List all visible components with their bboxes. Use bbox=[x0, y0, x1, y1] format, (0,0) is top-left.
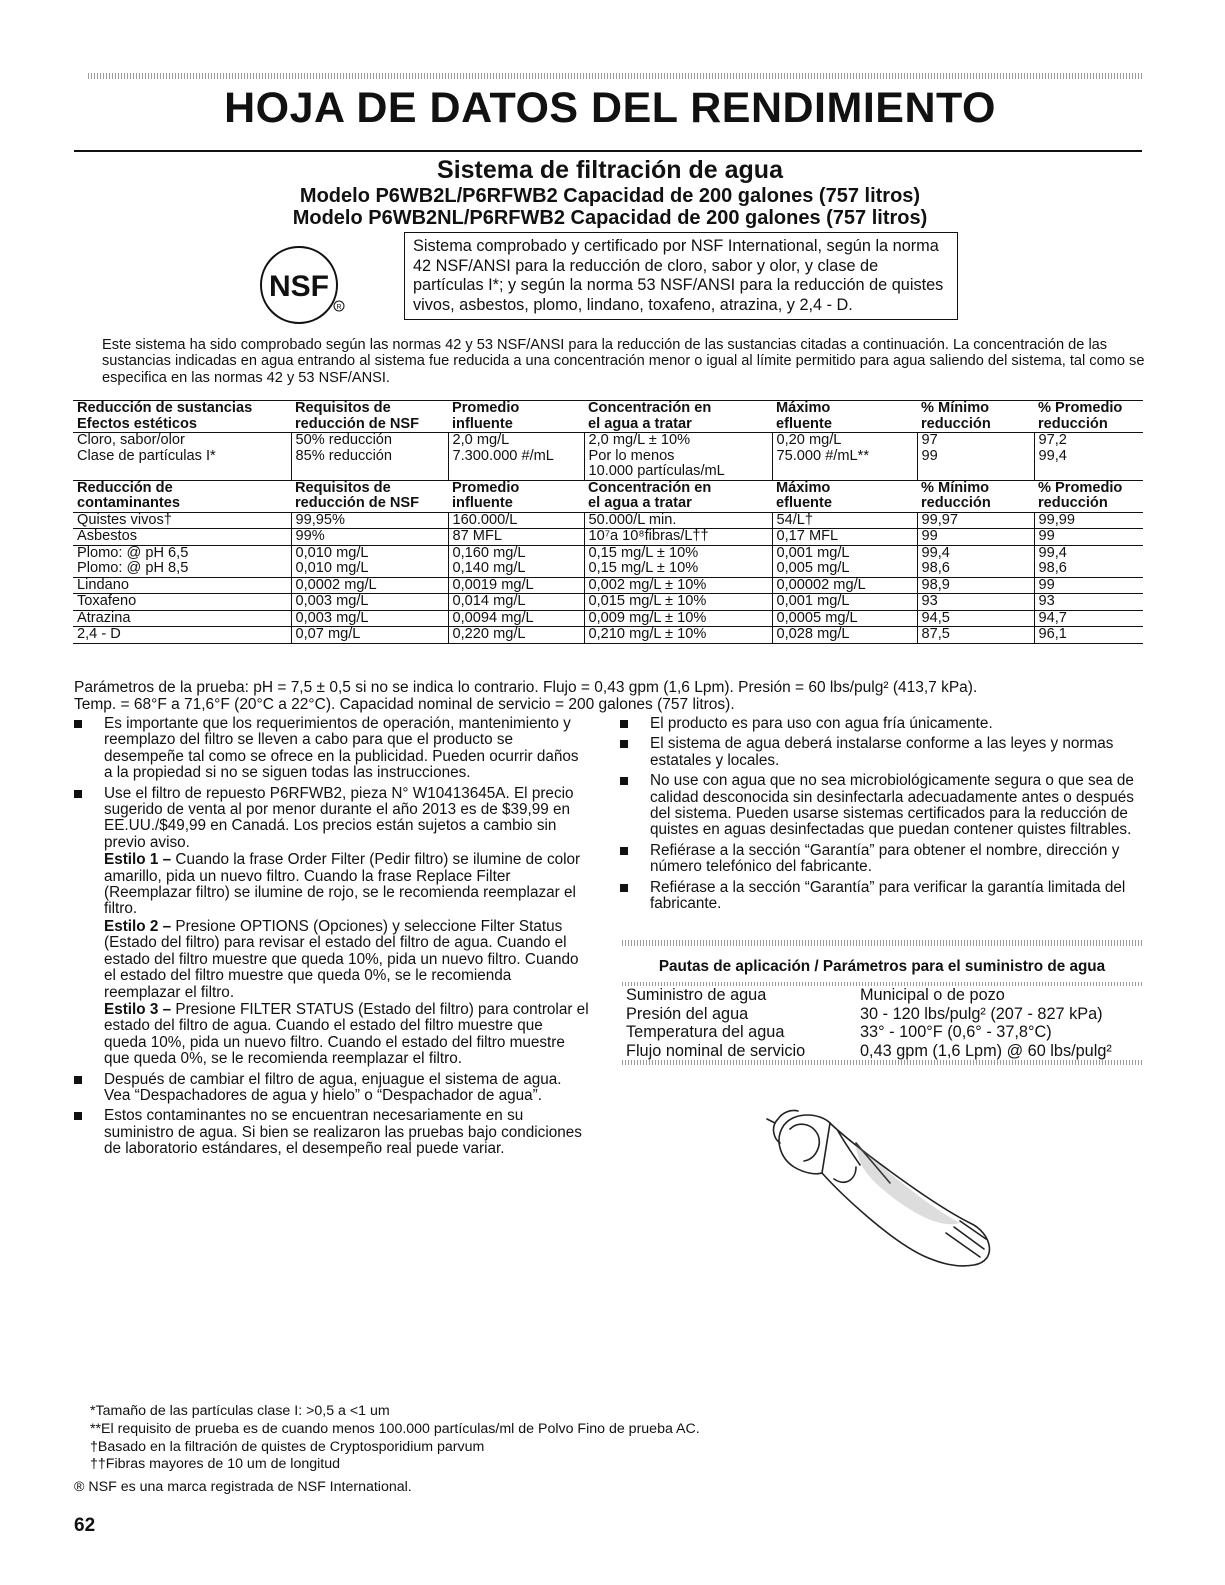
table-cell: 99 bbox=[1034, 529, 1143, 546]
aesthetic-header-col-0: Reducción de sustancias Efectos estéticos bbox=[73, 401, 291, 433]
contaminant-header-col-3: Concentración en el agua a tratar bbox=[584, 480, 772, 512]
test-params-line-2: Temp. = 68°F a 71,6°F (20°C a 22°C). Capacidad nominal de servicio = 200 galones (757 litros). bbox=[74, 695, 735, 713]
table-cell: 0,014 mg/L bbox=[448, 594, 584, 611]
table-cell: 87 MFL bbox=[448, 529, 584, 546]
list-item: Refiérase a la sección “Garantía” para verificar la garantía limitada del fabricante. bbox=[620, 880, 1145, 913]
table-cell: Plomo: @ pH 6,5 Plomo: @ pH 8,5 bbox=[73, 545, 291, 577]
table-row: Temperatura del agua 33° - 100°F (0,6° - 37,8°C) bbox=[626, 1023, 1052, 1041]
table-cell: 97 99 bbox=[917, 433, 1034, 481]
table-cell: 0,010 mg/L 0,010 mg/L bbox=[291, 545, 448, 577]
table-cell: 10⁷a 10⁸fibras/L†† bbox=[584, 529, 772, 546]
list-item: Use el filtro de repuesto P6RFWB2, pieza N° W10413645A. El precio sugerido de venta al por menor durante el año 2013 es de $39,99 en EE.UU./$49,99 en Canadá. Los precios están sujetos a cambio sin previo aviso. Estilo 1 – Cuando la frase Order Filter (Pedir filtro) se ilumine de color amarillo, pida un nuevo filtro. Cuando la frase Replace Filter (Reemplazar filtro) se ilumine de rojo, se le recomienda reemplazar el filtro. Estilo 2 – Presione OPTIONS (Opciones) y seleccione Filter Status (Estado del filtro) para revisar el estado del filtro de agua. Cuando el estado del filtro muestre que queda 10%, pida un nuevo filtro. Cuando el estado del filtro muestre que queda 0%, se le recomienda reemplazar el filtro. Estilo 3 – Presione FILTER STATUS (Estado del filtro) para controlar el estado del filtro de agua. Cuando el estado del filtro muestre que queda 10%, pida un nuevo filtro. Cuando el estado del filtro muestre que queda 0%, se le recomienda reemplazar el filtro. bbox=[74, 786, 589, 1068]
table-cell: 0,003 mg/L bbox=[291, 594, 448, 611]
table-cell: 0,001 mg/L bbox=[772, 594, 917, 611]
table-cell: 99 bbox=[917, 529, 1034, 546]
page-number: 62 bbox=[74, 1515, 96, 1536]
table-row: Presión del agua 30 - 120 lbs/pulg² (207 - 827 kPa) bbox=[626, 1004, 1103, 1023]
top-hatch-rule bbox=[88, 73, 1143, 79]
test-parameters bbox=[74, 680, 1154, 713]
table-row: Suministro de agua Municipal o de pozo bbox=[626, 986, 1005, 1004]
footnote: **El requisito de prueba es de cuando menos 100.000 partículas/ml de Polvo Fino de prueba AC. bbox=[90, 1420, 700, 1437]
table-cell: 0,17 MFL bbox=[772, 529, 917, 546]
table-row bbox=[73, 594, 1143, 611]
table-cell: 0,00002 mg/L bbox=[772, 577, 917, 594]
table-cell: 0,20 mg/L 75.000 #/mL** bbox=[772, 433, 917, 481]
table-cell: Asbestos bbox=[73, 529, 291, 546]
table-cell: 93 bbox=[917, 594, 1034, 611]
table-cell: 99,95% bbox=[291, 512, 448, 529]
table-cell: Quistes vivos† bbox=[73, 512, 291, 529]
table-cell: 54/L† bbox=[772, 512, 917, 529]
table-cell: 0,028 mg/L bbox=[772, 627, 917, 644]
table-cell: 0,0019 mg/L bbox=[448, 577, 584, 594]
contaminant-header-col-5: % Mínimo reducción bbox=[917, 480, 1034, 512]
list-item: El producto es para uso con agua fría únicamente. bbox=[620, 716, 1145, 732]
table-cell: 0,0005 mg/L bbox=[772, 610, 917, 627]
aesthetic-header-col-3: Concentración en el agua a tratar bbox=[584, 401, 772, 433]
estilo-2: Estilo 2 – Presione OPTIONS (Opciones) y seleccione Filter Status (Estado del filtro) para revisar el estado del filtro de agua. Cuando el estado del filtro muestre que queda 10%, pida un nuevo filtro. Cuando el estado del filtro muestre que queda 0%, se le recomienda reemplazar el filtro. bbox=[104, 917, 579, 1001]
table-cell: 94,7 bbox=[1034, 610, 1143, 627]
table-cell: 97,2 99,4 bbox=[1034, 433, 1143, 481]
guidelines-section bbox=[622, 940, 1142, 1065]
aesthetic-header-col-1: Requisitos de reducción de NSF bbox=[291, 401, 448, 433]
aesthetic-header-col-6: % Promedio reducción bbox=[1034, 401, 1143, 433]
table-cell: 160.000/L bbox=[448, 512, 584, 529]
page-title: HOJA DE DATOS DEL RENDIMIENTO bbox=[224, 84, 996, 132]
list-item: El sistema de agua deberá instalarse conforme a las leyes y normas estatales y locales. bbox=[620, 736, 1145, 769]
table-cell: 87,5 bbox=[917, 627, 1034, 644]
model-line-1: Modelo P6WB2L/P6RFWB2 Capacidad de 200 galones (757 litros) bbox=[299, 185, 921, 207]
right-column bbox=[620, 716, 1145, 916]
guidelines-bottom-hatch bbox=[622, 1060, 1142, 1065]
table-cell: 2,0 mg/L 7.300.000 #/mL bbox=[448, 433, 584, 481]
table-row: Flujo nominal de servicio 0,43 gpm (1,6 Lpm) @ 60 lbs/pulg² bbox=[626, 1041, 1112, 1060]
table-cell: Cloro, sabor/olor Clase de partículas I* bbox=[73, 433, 291, 481]
table-cell: 99,97 bbox=[917, 512, 1034, 529]
table-cell: 0,0002 mg/L bbox=[291, 577, 448, 594]
table-cell: Atrazina bbox=[73, 610, 291, 627]
aesthetic-header-col-5: % Mínimo reducción bbox=[917, 401, 1034, 433]
footnotes bbox=[90, 1403, 990, 1474]
svg-text:NSF: NSF bbox=[269, 270, 329, 303]
contaminant-header-col-4: Máximo efluente bbox=[772, 480, 917, 512]
estilo-1: Estilo 1 – Cuando la frase Order Filter (Pedir filtro) se ilumine de color amarillo, pida un nuevo filtro. Cuando la frase Replace Filter (Reemplazar filtro) se ilumine de rojo, se le recomienda reemplazar el filtro. bbox=[104, 851, 581, 918]
title-underline bbox=[74, 150, 1142, 152]
table-row bbox=[73, 610, 1143, 627]
table-cell: 0,210 mg/L ± 10% bbox=[584, 627, 772, 644]
table-cell: 96,1 bbox=[1034, 627, 1143, 644]
trademark-note: ® NSF es una marca registrada de NSF International. bbox=[74, 1479, 412, 1495]
footnote: *Tamaño de las partículas clase I: >0,5 a <1 um bbox=[90, 1403, 390, 1419]
table-cell: 0,07 mg/L bbox=[291, 627, 448, 644]
performance-table bbox=[73, 400, 1143, 644]
table-cell: 94,5 bbox=[917, 610, 1034, 627]
table-cell: 99 bbox=[1034, 577, 1143, 594]
certification-box: Sistema comprobado y certificado por NSF International, según la norma 42 NSF/ANSI para la reducción de cloro, sabor y olor, y clase de partículas I*; y según la norma 53 NSF/ANSI para la reducción de quistes vivos, asbestos, plomo, lindano, toxafeno, atrazina, y 2,4 - D. bbox=[404, 232, 958, 320]
table-cell: 99% bbox=[291, 529, 448, 546]
table-cell: Toxafeno bbox=[73, 594, 291, 611]
water-filter-illustration-icon bbox=[760, 1083, 1000, 1268]
aesthetic-header-col-2: Promedio influente bbox=[448, 401, 584, 433]
contaminant-header-col-2: Promedio influente bbox=[448, 480, 584, 512]
table-cell: 0,015 mg/L ± 10% bbox=[584, 594, 772, 611]
footnote: †Basado en la filtración de quistes de Cryptosporidium parvum bbox=[90, 1438, 485, 1455]
guidelines-table bbox=[622, 986, 1142, 1060]
table-cell: 2,4 - D bbox=[73, 627, 291, 644]
guidelines-top-hatch bbox=[622, 940, 1142, 946]
table-row bbox=[73, 627, 1143, 644]
table-cell: 0,220 mg/L bbox=[448, 627, 584, 644]
table-cell: 0,0094 mg/L bbox=[448, 610, 584, 627]
table-row bbox=[73, 529, 1143, 546]
table-row bbox=[73, 433, 1143, 481]
table-row bbox=[73, 545, 1143, 577]
list-item: Después de cambiar el filtro de agua, enjuague el sistema de agua. Vea “Despachadores de agua y hielo” o “Despachador de agua”. bbox=[74, 1072, 589, 1105]
estilo-3: Estilo 3 – Presione FILTER STATUS (Estado del filtro) para controlar el estado del filtro de agua. Cuando el estado del filtro muestre que queda 10%, pida un nuevo filtro. Cuando el estado del filtro muestre que queda 0%, se le recomienda reemplazar el filtro. bbox=[104, 1000, 589, 1068]
table-row bbox=[73, 512, 1143, 529]
table-cell: 0,009 mg/L ± 10% bbox=[584, 610, 772, 627]
contaminant-header-col-0: Reducción de contaminantes bbox=[73, 480, 291, 512]
aesthetic-header-row bbox=[73, 401, 1143, 433]
table-cell: 93 bbox=[1034, 594, 1143, 611]
contaminant-header-col-1: Requisitos de reducción de NSF bbox=[291, 480, 448, 512]
table-cell: 50% reducción 85% reducción bbox=[291, 433, 448, 481]
guidelines-mid-hatch bbox=[622, 982, 1142, 986]
table-row bbox=[73, 577, 1143, 594]
table-cell: 98,9 bbox=[917, 577, 1034, 594]
table-cell: 50.000/L min. bbox=[584, 512, 772, 529]
model-line-2: Modelo P6WB2NL/P6RFWB2 Capacidad de 200 galones (757 litros) bbox=[292, 207, 928, 229]
guidelines-title: Pautas de aplicación / Parámetros para el suministro de agua bbox=[658, 958, 1106, 975]
list-item: Estos contaminantes no se encuentran necesariamente en su suministro de agua. Si bien se realizaron las pruebas bajo condiciones de laboratorio estándares, el desempeño real puede variar. bbox=[74, 1108, 589, 1157]
table-cell: 0,001 mg/L 0,005 mg/L bbox=[772, 545, 917, 577]
table-cell: 2,0 mg/L ± 10% Por lo menos 10.000 partículas/mL bbox=[584, 433, 772, 481]
left-column bbox=[74, 716, 589, 1162]
table-cell: 0,160 mg/L 0,140 mg/L bbox=[448, 545, 584, 577]
nsf-logo-icon bbox=[255, 244, 371, 326]
contaminant-header-row bbox=[73, 480, 1143, 512]
table-cell: 0,002 mg/L ± 10% bbox=[584, 577, 772, 594]
table-cell: 0,003 mg/L bbox=[291, 610, 448, 627]
table-cell: 99,4 98,6 bbox=[1034, 545, 1143, 577]
list-item: No use con agua que no sea microbiológicamente segura o que sea de calidad desconocida sin desinfectarla adecuadamente antes o después del sistema. Pueden usarse sistemas certificados para la reducción de quistes en aguas desinfectadas que puedan contener quistes filtrables. bbox=[620, 773, 1145, 839]
system-title: Sistema de filtración de agua bbox=[437, 156, 783, 184]
table-cell: Lindano bbox=[73, 577, 291, 594]
test-params-line-1: Parámetros de la prueba: pH = 7,5 ± 0,5 si no se indica lo contrario. Flujo = 0,43 gpm (1,6 Lpm). Presión = 60 lbs/pulg² (413,7 kPa). bbox=[74, 679, 978, 696]
footnote: ††Fibras mayores de 10 um de longitud bbox=[90, 1456, 340, 1473]
table-cell: 99,4 98,6 bbox=[917, 545, 1034, 577]
contaminant-header-col-6: % Promedio reducción bbox=[1034, 480, 1143, 512]
svg-text:R: R bbox=[336, 304, 342, 311]
table-cell: 0,15 mg/L ± 10% 0,15 mg/L ± 10% bbox=[584, 545, 772, 577]
aesthetic-header-col-4: Máximo efluente bbox=[772, 401, 917, 433]
list-item: Es importante que los requerimientos de operación, mantenimiento y reemplazo del filtro se lleven a cabo para que el producto se desempeñe tal como se ofrece en la publicidad. Pueden ocurrir daños a la propiedad si no se siguen todas las instrucciones. bbox=[74, 716, 589, 782]
table-cell: 99,99 bbox=[1034, 512, 1143, 529]
list-item: Refiérase a la sección “Garantía” para obtener el nombre, dirección y número telefónico del fabricante. bbox=[620, 843, 1145, 876]
intro-paragraph: Este sistema ha sido comprobado según las normas 42 y 53 NSF/ANSI para la reducción de las sustancias citadas a continuación. La concentración de las sustancias indicadas en agua entrando al sistema fue reducida a una concentración menor o igual al límite permitido para agua saliendo del sistema, tal como se especifica en las normas 42 y 53 NSF/ANSI. bbox=[102, 337, 1145, 386]
